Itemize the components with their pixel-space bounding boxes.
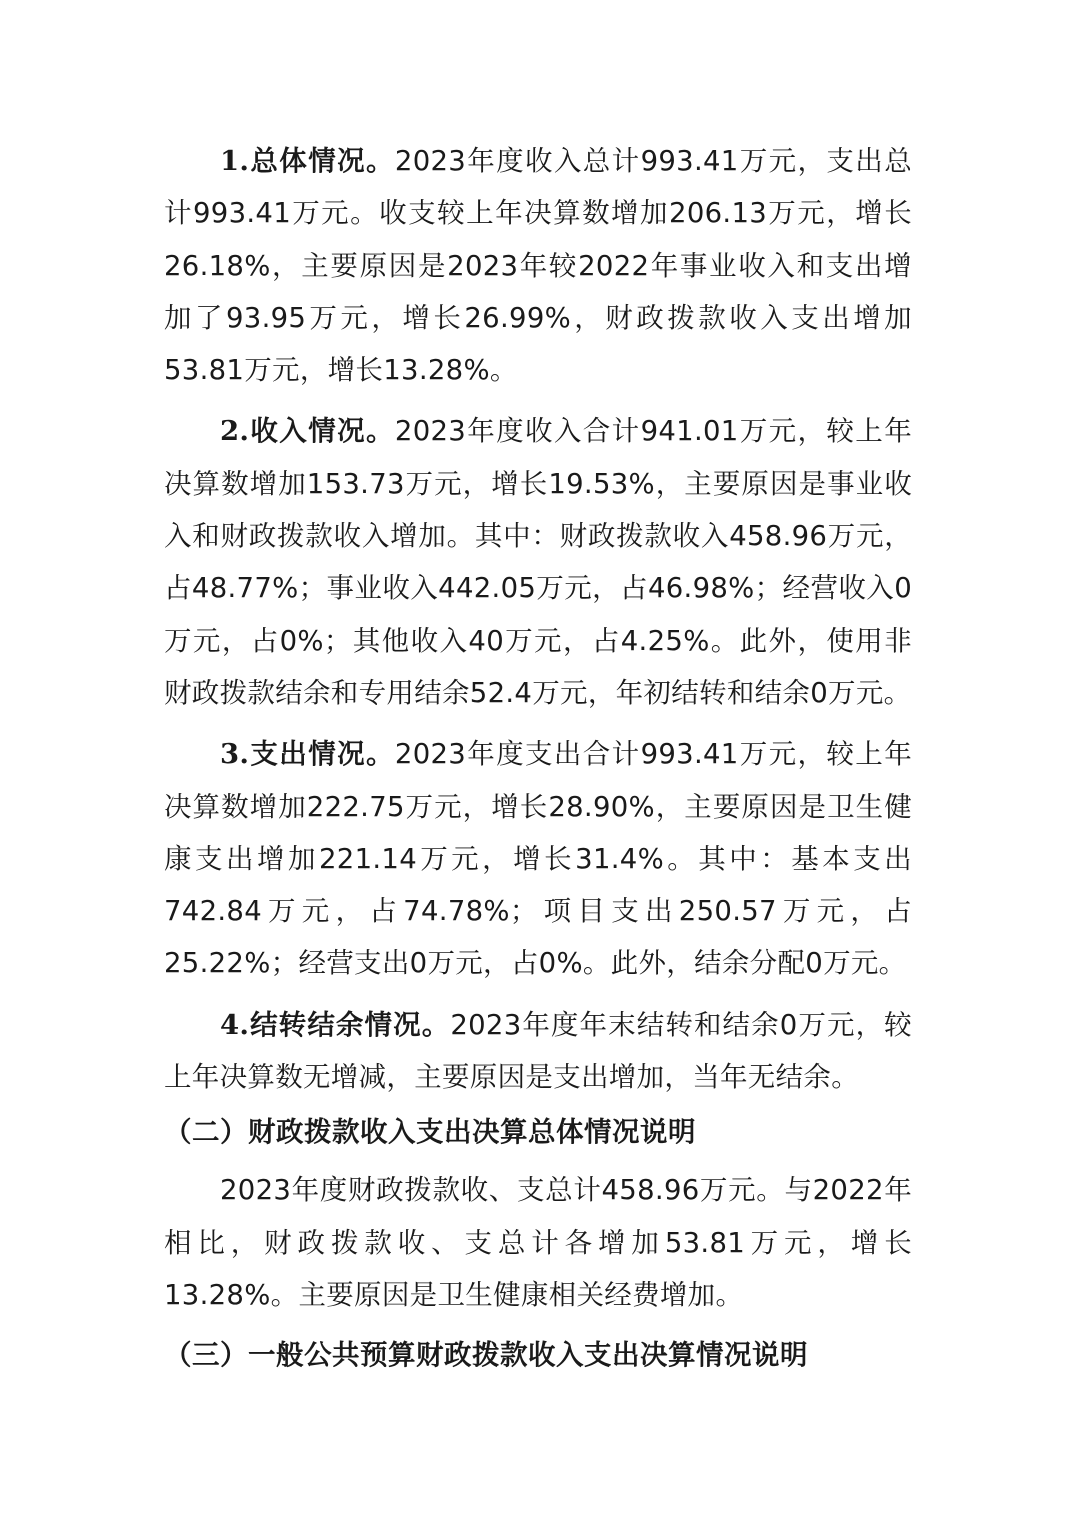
paragraph-income: [164, 405, 912, 719]
document-page: [164, 135, 912, 1381]
paragraph-carryover-text: 2023年度年末结转和结余0万元，较上年决算数无增减，主要原因是支出增加，当年无结余。: [164, 1008, 912, 1094]
paragraph-carryover: [164, 999, 912, 1104]
paragraph-overall: [164, 135, 912, 396]
section-heading-fiscal-appropriation: （二）财政拨款收入支出决算总体情况说明: [164, 1116, 696, 1149]
paragraph-expenditure: [164, 728, 912, 989]
paragraph-expenditure-lead: 3.支出情况。: [220, 738, 395, 771]
section-heading-general-budget: （三）一般公共预算财政拨款收入支出决算情况说明: [164, 1339, 808, 1372]
paragraph-overall-lead: 1.总体情况。: [220, 145, 395, 177]
paragraph-overall-text: 2023年度收入总计993.41万元，支出总计993.41万元。收支较上年决算数增加206.13万元，增长26.18%，主要原因是2023年较2022年事业收入和支出增加了93.95万元，增长26.99%，财政拨款收入支出增加53.81万元，增长13.28%。: [164, 145, 912, 387]
paragraph-expenditure-text: 2023年度支出合计993.41万元，较上年决算数增加222.75万元，增长28.90%，主要原因是卫生健康支出增加221.14万元，增长31.4%。其中：基本支出742.84万元，占74.78%；项目支出250.57万元，占25.22%；经营支出0万元，占0%。此外，结余分配0万元。: [164, 738, 912, 980]
paragraph-fiscal-appropriation: 2023年度财政拨款收、支总计458.96万元。与2022年相比，财政拨款收、支总计各增加53.81万元，增长13.28%。主要原因是卫生健康相关经费增加。: [164, 1174, 912, 1311]
paragraph-income-text: 2023年度收入合计941.01万元，较上年决算数增加153.73万元，增长19.53%，主要原因是事业收入和财政拨款收入增加。其中：财政拨款收入458.96万元，占48.77%；事业收入442.05万元，占46.98%；经营收入0万元，占0%；其他收入40万元，占4.25%。此外，使用非财政拨款结余和专用结余52.4万元，年初结转和结余0万元。: [164, 415, 912, 709]
paragraph-income-lead: 2.收入情况。: [220, 415, 395, 448]
paragraph-carryover-lead: 4.结转结余情况。: [220, 1008, 451, 1041]
